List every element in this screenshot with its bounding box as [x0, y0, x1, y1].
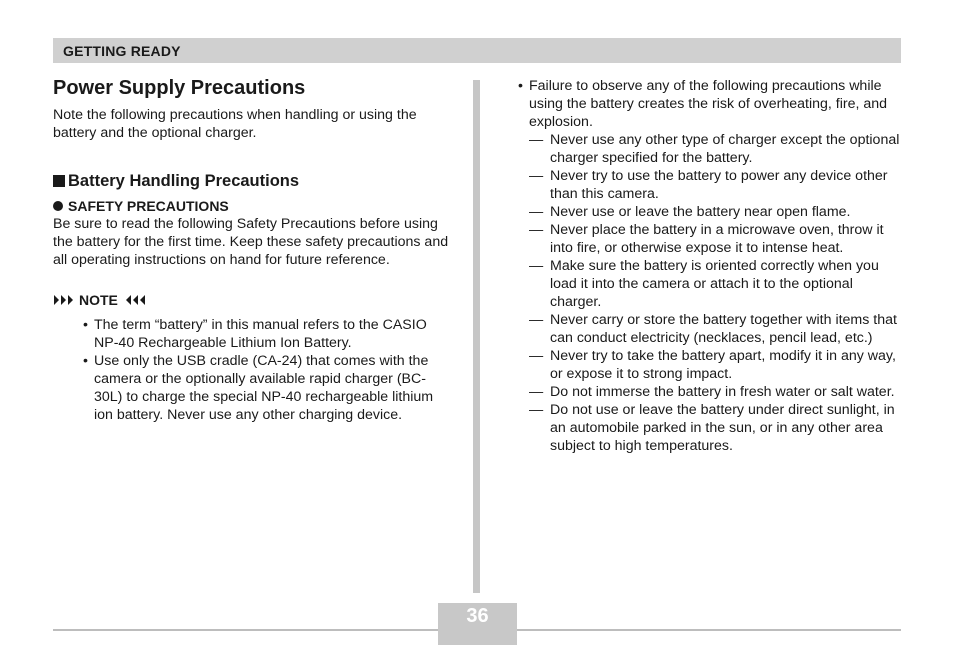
safety-precautions-heading-text: SAFETY PRECAUTIONS	[68, 198, 229, 214]
precaution-item: — Never try to use the battery to power any device other than this camera.	[529, 167, 904, 203]
precaution-item: — Never place the battery in a microwave oven, throw it into fire, or otherwise expose it to intense heat.	[529, 221, 904, 257]
precautions-list	[518, 131, 904, 455]
precaution-item: — Make sure the battery is oriented correctly when you load it into the camera or attach it to the optional charger.	[529, 257, 904, 311]
battery-handling-heading	[53, 171, 453, 191]
note-item: • The term “battery” in this manual refers to the CASIO NP-40 Rechargeable Lithium Ion Battery.	[83, 316, 453, 352]
precaution-item: — Never carry or store the battery together with items that can conduct electricity (necklaces, pencil lead, etc.)	[529, 311, 904, 347]
square-bullet-icon	[53, 175, 65, 187]
note-heading	[53, 291, 453, 309]
page-number-box	[438, 603, 517, 645]
battery-handling-heading-text: Battery Handling Precautions	[68, 172, 300, 190]
column-divider	[473, 80, 480, 593]
note-label: NOTE	[79, 292, 118, 308]
circle-bullet-icon	[53, 201, 63, 211]
left-column	[53, 76, 453, 424]
section-header-band	[53, 38, 901, 63]
right-column	[518, 77, 904, 455]
section-header-title: GETTING READY	[63, 43, 181, 59]
precaution-item: — Do not use or leave the battery under direct sunlight, in an automobile parked in the sun, or in any other area subject to high temperatures.	[529, 401, 904, 455]
precautions-lead: • Failure to observe any of the following precautions while using the battery creates the risk of overheating, fire, and explosion.	[518, 77, 904, 131]
precaution-item: — Do not immerse the battery in fresh water or salt water.	[529, 383, 904, 401]
page-number: 36	[466, 605, 489, 627]
safety-precautions-heading	[53, 197, 453, 215]
intro-paragraph: Note the following precautions when handling or using the battery and the optional charger.	[53, 107, 417, 141]
note-right-arrows-icon	[124, 293, 146, 307]
note-list	[53, 316, 453, 424]
precaution-item: — Never try to take the battery apart, modify it in any way, or expose it to strong impact.	[529, 347, 904, 383]
note-item: • Use only the USB cradle (CA-24) that comes with the camera or the optionally available rapid charger (BC-30L) to charge the special NP-40 rechargeable lithium ion battery. Never use any other charging device.	[83, 352, 453, 424]
precaution-item: — Never use any other type of charger except the optional charger specified for the battery.	[529, 131, 904, 167]
note-left-arrows-icon	[53, 293, 75, 307]
safety-paragraph: Be sure to read the following Safety Precautions before using the battery for the first time. Keep these safety precautions and all operating instructions on hand for future reference.	[53, 216, 449, 268]
page-title: Power Supply Precautions	[53, 77, 306, 99]
precaution-item: — Never use or leave the battery near open flame.	[529, 203, 904, 221]
